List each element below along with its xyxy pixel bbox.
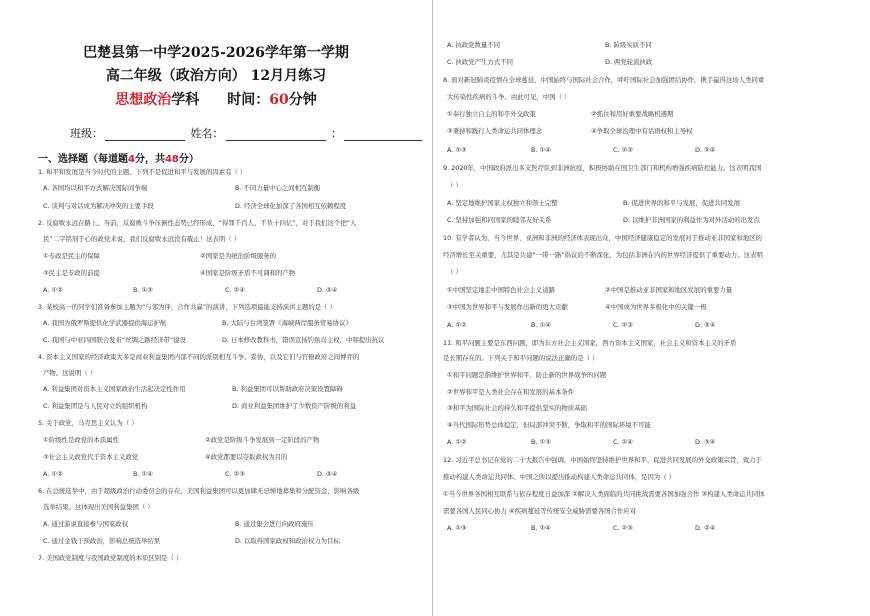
total-points: 48 (164, 154, 179, 165)
name-blank[interactable] (226, 129, 326, 141)
question-line: C. 我国与中亚四国联合发布“丝绸之路经济带”建设 (43, 336, 186, 344)
question-line: 民”二字铭刻于心的政党来说，我们反腐败永远没有截止！这表明（ ） (43, 235, 241, 243)
question-line: 产物。这说明（ ） (43, 369, 97, 377)
left-column (0, 0, 433, 616)
question-line: 11. 和平问题主要是东西问题，即为东方社会主义国家，西方资本主义国家，社会主义和资本主义的矛盾 (443, 339, 737, 347)
time-unit: 分钟 (288, 92, 317, 108)
question-line: D. 以维护非洲国家的利益作为对外活动的出发点 (623, 216, 760, 224)
question-line: ④当代国际形势总体稳定，但局部冲突不断，争取和平的国际环境不可能 (447, 421, 651, 429)
question-line: B. ①④ (133, 470, 153, 478)
question-line: A. ①③ (447, 146, 467, 154)
question-line: 12. 习近平总书记在党的二十大报告中强调，中国始终坚持维护世界和平、促进共同发展的外交政策宗旨，致力于 (443, 456, 762, 464)
question-line: B. 促进世界的和平与发展，促进共同发展 (623, 199, 741, 207)
question-line: ③社会主义政党代于资本主义政党 (43, 453, 139, 461)
question-line: ③中国为世界和平与发展作出新的更大贡献 (447, 303, 568, 311)
question-line: D. 日本修改教科书，错误宣扬钓鱼岛主权，中韩提出抗议 (222, 336, 385, 344)
question-line: 选举结果。这体现出美国利益集团（ ） (43, 503, 154, 511)
question-line: B. 大陆与台湾签署《海峡两岸服务贸易协议》 (222, 319, 352, 327)
name-label: 姓名： (190, 127, 224, 140)
question-line: A. ①② (43, 470, 63, 478)
section-title: 一、选择题（每道题4分，共48分） (38, 154, 199, 165)
grade-title: 高二年级（政治方向） 12月月练习 (105, 68, 327, 84)
question-line: D. ②④ (695, 524, 716, 532)
question-line: B. ①④ (531, 321, 551, 329)
question-line: 是长期存在的。下列关于和平问题的说法正确的是（ ） (443, 354, 599, 362)
question-line: A. ①② (43, 286, 63, 294)
question-line: 大传染性疾病的斗争。由此可见，中国（ ） (447, 93, 571, 101)
question-line: ③和平为国际社会的持久和平提供坚实的物质基础 (447, 404, 587, 412)
question-line: ①专政是民主的保障 (43, 252, 100, 260)
question-line: A. ①② (447, 321, 467, 329)
student-info (70, 125, 424, 141)
question-line: ④政党都要以夺取政权为目的 (205, 453, 288, 461)
school-title: 巴楚县第一中学2025-2026学年第一学期 (83, 45, 349, 61)
question-line: （ ） (447, 181, 462, 189)
question-line: 4. 资本主义国家的经济政策大多是商业利益集团内部不同的派别相互斗争、妥协，以及它们与官僚政府之间博弈的 (38, 353, 360, 361)
question-line: C. 坚持加强和同国家的睦邻友好关系 (447, 216, 552, 224)
question-line: D. 经济全球化加深了各国相互依赖程度 (235, 202, 347, 210)
question-line: 5. 关于政党，马克思主义认为（ ） (38, 419, 138, 427)
question-line: A. 执政党数量不同 (447, 41, 501, 49)
question-line: C. ②③ (613, 524, 633, 532)
question-line: C. ②③ (225, 470, 245, 478)
question-line: ④中国成为世界多极化中的关键一极 (605, 303, 707, 311)
question-line: 10. 有学者认为，当今世界，亚洲和非洲的经济体表现出众，中国经济健康稳定的发展对于推动亚非国家和地区的 (443, 234, 762, 242)
question-line: B. ①③ (133, 286, 153, 294)
class-label: 班级： (70, 127, 103, 140)
subject-name: 思想政治 (115, 92, 172, 108)
question-line: ①和平问题是指维护世界和平、防止新的世界战争的问题 (447, 371, 607, 379)
question-line: （ ） (447, 268, 462, 276)
question-line: ①当今世界各国相互联系与依存程度日益加深 ②解决人类面临的共同挑战需要各国加强合作 ③构建人类命运共同体 (443, 490, 765, 498)
question-line: ③秉持和践行人类命运共同体理念 (447, 127, 543, 135)
question-line: 经济增长至关重要，尤其是共建“一带一路”倡议的不断深化，为包括非洲在内的世界经济提供了重要动力。这表明 (443, 251, 763, 259)
question-line: D. ③④ (695, 438, 716, 446)
question-line: D. ③④ (695, 321, 716, 329)
question-line: D. ②④ (695, 146, 716, 154)
question-line: B. ①③ (531, 438, 551, 446)
question-line: C. 通过金钱干预政治，影响总统选举结果 (43, 537, 161, 545)
question-line: B. ①④ (531, 524, 551, 532)
question-line: A. ①③ (447, 524, 467, 532)
question-line: A. 通过游说直接参与国家政权 (43, 520, 129, 528)
question-line: C. 执政党产生方式不同 (447, 58, 514, 66)
question-line: 3. 某校高一的同学们准备参加主题为“与邻为伴，合作共赢”的演讲，下列选项最能支持演讲主题的是（ ） (38, 303, 336, 311)
question-line: 6. 在总统选举中，由于超级政治行动委员会的存在，美国利益集团可以更加肆无忌惮地募集和分配资金，影响各级 (38, 487, 360, 495)
question-line: B. ①④ (531, 146, 551, 154)
question-line: C. ②③ (613, 321, 633, 329)
question-line: D. 两党轮流执政 (605, 58, 653, 66)
time-label: 时间： (227, 92, 270, 108)
question-line: B. 利益集团可以帮助政府决策设置障碍 (232, 385, 343, 393)
subject-suffix: 学科 (171, 92, 200, 108)
id-blank[interactable] (344, 129, 422, 141)
question-line: ①阶级性是政党的本质属性 (43, 436, 120, 444)
question-line: ②政党是阶级斗争发展到一定阶段的产物 (205, 436, 320, 444)
question-line: ①中国坚定地走中国特色社会主义道路 (447, 286, 555, 294)
question-line: A. 各国均以和平方式解决国际间争端 (43, 184, 148, 192)
question-line: 2. 反腐败永远在路上。当前，反腐败斗争压倒性态势已经形成，“得罪千百人，不负十四亿”，对于我们这个把“人 (38, 219, 357, 227)
question-line: ③民主是专政的前提 (43, 269, 100, 277)
question-line: ②抓住和用好重要战略机遇期 (591, 110, 674, 118)
question-line: ①奉行独立自主的和平外交政策 (447, 110, 536, 118)
question-line: ②国家是为统治阶级服务的 (200, 252, 277, 260)
question-line: ④争取全球治理中有话语权和主导权 (591, 127, 693, 135)
question-line: D. 以取得国家政权和政治权力为目标 (235, 537, 340, 545)
question-line: A. 利益集团对资本主义国家政治生活起决定性作用 (43, 385, 186, 393)
question-line: C. 利益集团是与人民对立的组织机构 (43, 402, 148, 410)
question-line: D. ③④ (317, 470, 338, 478)
question-line: 1. 和平和发展是当今时代的主题。下列不是促进和平与发展的因素有（ ） (38, 168, 247, 176)
question-line: A. ①② (447, 438, 467, 446)
points-per-question: 4 (128, 154, 135, 165)
question-line: D. 商业利益集团维护了少数资产阶级的利益 (232, 402, 357, 410)
question-line: 7. 美国政党制度与我国政党制度的本质区别是（ ） (38, 554, 183, 562)
question-line: C. ②④ (613, 438, 633, 446)
question-line: B. 阶级实质不同 (605, 41, 652, 49)
time-value: 60 (269, 92, 289, 108)
subject-time-line (0, 89, 432, 109)
question-line: ④国家是阶级矛盾不可调和的产物 (200, 269, 296, 277)
question-line: 推动构建人类命运共同体。中国之所以提出推动构建人类命运共同体，是因为（ ） (443, 473, 676, 481)
question-line: C. ②③ (613, 146, 633, 154)
question-line: B. 不同力量中心之间相互制衡 (235, 184, 321, 192)
question-line: D. ③④ (317, 286, 338, 294)
question-line: A. 我国为俄罗斯提供化学武器提供海运护航 (43, 319, 167, 327)
question-line: C. ②④ (225, 286, 245, 294)
question-line: B. 通过集会进行向政府施压 (235, 520, 314, 528)
question-line: 需要各国人民同心协力 ④疾病蔓延等传统安全威胁需要各国合作应对 (443, 507, 637, 515)
question-line: ②世界和平是人类社会存在和发展的基本条件 (447, 388, 575, 396)
question-line: C. 谈判与对话成为解决冲突的主要手段 (43, 202, 154, 210)
id-colon: ： (331, 127, 342, 140)
question-line: A. 坚定地维护国家主权独立和领土完整 (447, 199, 558, 207)
class-blank[interactable] (105, 129, 185, 141)
question-line: ②中国是推动亚非国家和地区发展的重要力量 (605, 286, 733, 294)
question-line: 9. 2020年，中国政府派出多支医疗队到非洲抗疫，积极协助在国卫生部门和机构增强疾病防控能力。这表明我国 (443, 164, 762, 172)
question-line: 8. 面对新冠肺炎疫情在全球蔓延，中国始终与国际社会合作，呼吁国际社会加强团结协作，携手赢得这场人类同重 (443, 76, 765, 84)
